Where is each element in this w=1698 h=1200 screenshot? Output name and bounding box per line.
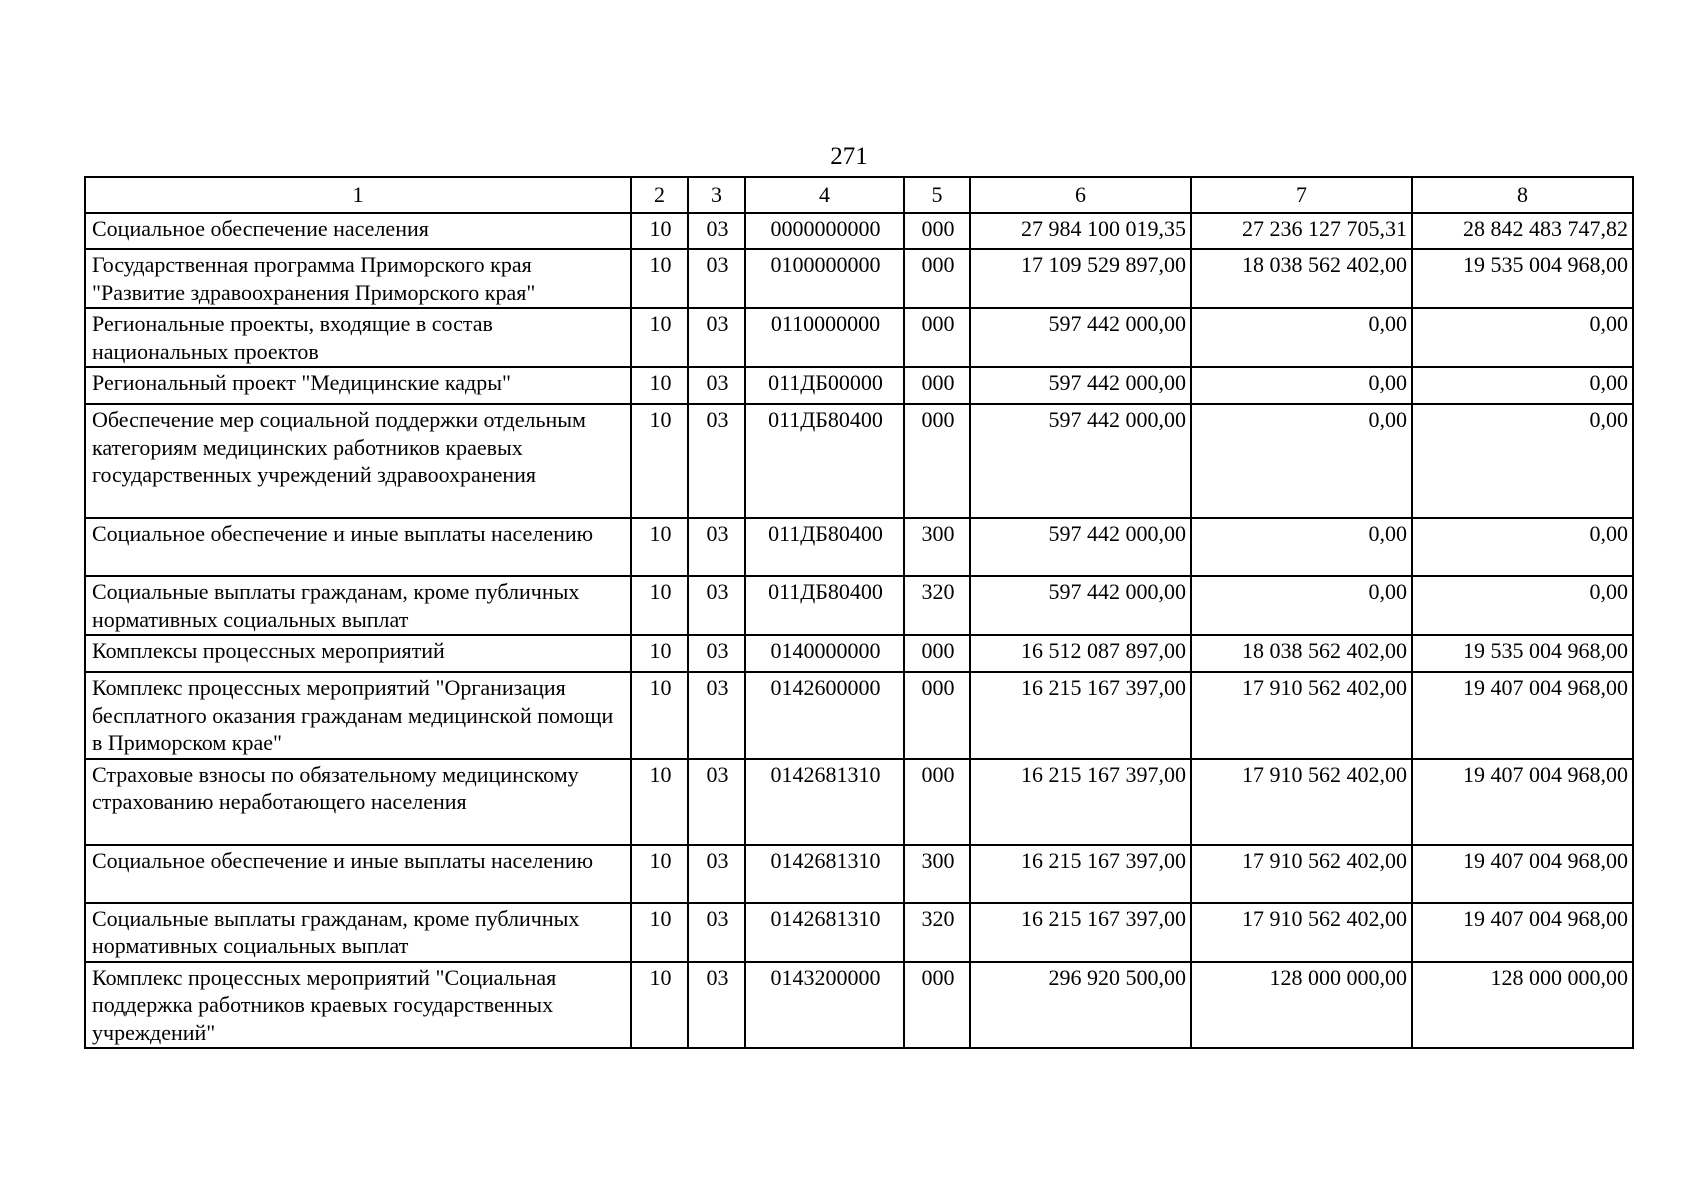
- header-cell-7: 7: [1191, 177, 1412, 213]
- row-subsection: 03: [688, 518, 745, 576]
- row-amount-col6: 597 442 000,00: [970, 404, 1191, 518]
- page-number: 271: [830, 143, 868, 170]
- row-target-code: 011ДБ80400: [745, 404, 904, 518]
- row-name: Комплекс процессных мероприятий "Организация бесплатного оказания гражданам медицинской помощи в Приморском крае": [85, 672, 631, 759]
- row-expense-type: 300: [904, 518, 970, 576]
- row-amount-col8: 19 535 004 968,00: [1412, 249, 1633, 308]
- row-name: Социальное обеспечение и иные выплаты населению: [85, 845, 631, 903]
- header-cell-2: 2: [631, 177, 688, 213]
- row-amount-col6: 16 215 167 397,00: [970, 903, 1191, 962]
- row-amount-col6: 16 215 167 397,00: [970, 845, 1191, 903]
- header-cell-8: 8: [1412, 177, 1633, 213]
- row-subsection: 03: [688, 367, 745, 404]
- row-name: Региональный проект "Медицинские кадры": [85, 367, 631, 404]
- row-section: 10: [631, 576, 688, 635]
- row-name: Комплекс процессных мероприятий "Социальная поддержка работников краевых государственных учреждений": [85, 962, 631, 1049]
- row-amount-col7: 27 236 127 705,31: [1191, 213, 1412, 249]
- header-row: [85, 177, 1633, 213]
- row-expense-type: 000: [904, 635, 970, 672]
- row-amount-col8: 0,00: [1412, 518, 1633, 576]
- row-subsection: 03: [688, 213, 745, 249]
- row-target-code: 0142681310: [745, 845, 904, 903]
- row-section: 10: [631, 367, 688, 404]
- row-name: Социальное обеспечение населения: [85, 213, 631, 249]
- row-target-code: 0142681310: [745, 903, 904, 962]
- row-amount-col6: 17 109 529 897,00: [970, 249, 1191, 308]
- row-amount-col8: 28 842 483 747,82: [1412, 213, 1633, 249]
- row-name: Социальное обеспечение и иные выплаты населению: [85, 518, 631, 576]
- table-row: [85, 576, 1633, 635]
- row-target-code: 0142600000: [745, 672, 904, 759]
- table-row: [85, 903, 1633, 962]
- row-amount-col6: 597 442 000,00: [970, 308, 1191, 367]
- header-cell-1: 1: [85, 177, 631, 213]
- row-target-code: 0000000000: [745, 213, 904, 249]
- row-target-code: 0143200000: [745, 962, 904, 1049]
- table-row: [85, 962, 1633, 1049]
- row-section: 10: [631, 213, 688, 249]
- row-name: Государственная программа Приморского края "Развитие здравоохранения Приморского края": [85, 249, 631, 308]
- table-row: [85, 213, 1633, 249]
- row-subsection: 03: [688, 249, 745, 308]
- row-subsection: 03: [688, 308, 745, 367]
- row-amount-col8: 19 407 004 968,00: [1412, 903, 1633, 962]
- row-amount-col6: 597 442 000,00: [970, 576, 1191, 635]
- row-expense-type: 000: [904, 962, 970, 1049]
- row-amount-col6: 16 215 167 397,00: [970, 759, 1191, 845]
- row-section: 10: [631, 308, 688, 367]
- table-row: [85, 518, 1633, 576]
- row-name: Комплексы процессных мероприятий: [85, 635, 631, 672]
- row-amount-col6: 27 984 100 019,35: [970, 213, 1191, 249]
- row-amount-col7: 17 910 562 402,00: [1191, 845, 1412, 903]
- row-expense-type: 000: [904, 404, 970, 518]
- row-amount-col8: 19 535 004 968,00: [1412, 635, 1633, 672]
- row-amount-col7: 17 910 562 402,00: [1191, 672, 1412, 759]
- row-name: Страховые взносы по обязательному медицинскому страхованию неработающего населения: [85, 759, 631, 845]
- row-section: 10: [631, 903, 688, 962]
- row-name: Социальные выплаты гражданам, кроме публичных нормативных социальных выплат: [85, 903, 631, 962]
- row-amount-col7: 18 038 562 402,00: [1191, 249, 1412, 308]
- table-row: [85, 635, 1633, 672]
- row-name: Социальные выплаты гражданам, кроме публичных нормативных социальных выплат: [85, 576, 631, 635]
- row-expense-type: 000: [904, 308, 970, 367]
- row-section: 10: [631, 759, 688, 845]
- row-amount-col6: 597 442 000,00: [970, 518, 1191, 576]
- row-target-code: 0110000000: [745, 308, 904, 367]
- row-target-code: 0140000000: [745, 635, 904, 672]
- row-amount-col8: 19 407 004 968,00: [1412, 672, 1633, 759]
- row-subsection: 03: [688, 672, 745, 759]
- row-section: 10: [631, 635, 688, 672]
- row-subsection: 03: [688, 845, 745, 903]
- row-amount-col8: 0,00: [1412, 576, 1633, 635]
- row-expense-type: 300: [904, 845, 970, 903]
- row-amount-col8: 19 407 004 968,00: [1412, 845, 1633, 903]
- table-row: [85, 845, 1633, 903]
- row-section: 10: [631, 249, 688, 308]
- row-expense-type: 000: [904, 759, 970, 845]
- row-subsection: 03: [688, 635, 745, 672]
- row-expense-type: 320: [904, 576, 970, 635]
- table-row: [85, 759, 1633, 845]
- row-amount-col6: 296 920 500,00: [970, 962, 1191, 1049]
- row-subsection: 03: [688, 759, 745, 845]
- header-cell-4: 4: [745, 177, 904, 213]
- row-amount-col7: 0,00: [1191, 518, 1412, 576]
- row-section: 10: [631, 962, 688, 1049]
- table-row: [85, 249, 1633, 308]
- row-amount-col6: 16 215 167 397,00: [970, 672, 1191, 759]
- header-cell-6: 6: [970, 177, 1191, 213]
- row-expense-type: 000: [904, 367, 970, 404]
- row-target-code: 0142681310: [745, 759, 904, 845]
- row-subsection: 03: [688, 404, 745, 518]
- row-amount-col7: 0,00: [1191, 367, 1412, 404]
- row-target-code: 011ДБ00000: [745, 367, 904, 404]
- header-cell-5: 5: [904, 177, 970, 213]
- table-row: [85, 367, 1633, 404]
- table-row: [85, 672, 1633, 759]
- row-name: Региональные проекты, входящие в состав национальных проектов: [85, 308, 631, 367]
- header-cell-3: 3: [688, 177, 745, 213]
- budget-table: [84, 176, 1634, 1049]
- row-amount-col7: 17 910 562 402,00: [1191, 759, 1412, 845]
- row-amount-col7: 0,00: [1191, 576, 1412, 635]
- table-row: [85, 404, 1633, 518]
- row-amount-col8: 128 000 000,00: [1412, 962, 1633, 1049]
- row-amount-col7: 18 038 562 402,00: [1191, 635, 1412, 672]
- row-name: Обеспечение мер социальной поддержки отдельным категориям медицинских работников краевых государственных учреждений здравоохранения: [85, 404, 631, 518]
- row-amount-col8: 19 407 004 968,00: [1412, 759, 1633, 845]
- row-subsection: 03: [688, 903, 745, 962]
- row-amount-col6: 597 442 000,00: [970, 367, 1191, 404]
- row-expense-type: 000: [904, 213, 970, 249]
- row-expense-type: 000: [904, 672, 970, 759]
- row-amount-col7: 0,00: [1191, 308, 1412, 367]
- row-target-code: 011ДБ80400: [745, 518, 904, 576]
- row-amount-col8: 0,00: [1412, 404, 1633, 518]
- row-amount-col8: 0,00: [1412, 367, 1633, 404]
- row-subsection: 03: [688, 962, 745, 1049]
- row-expense-type: 000: [904, 249, 970, 308]
- row-target-code: 011ДБ80400: [745, 576, 904, 635]
- row-amount-col8: 0,00: [1412, 308, 1633, 367]
- row-amount-col7: 128 000 000,00: [1191, 962, 1412, 1049]
- row-target-code: 0100000000: [745, 249, 904, 308]
- row-subsection: 03: [688, 576, 745, 635]
- row-section: 10: [631, 672, 688, 759]
- row-amount-col6: 16 512 087 897,00: [970, 635, 1191, 672]
- table-row: [85, 308, 1633, 367]
- row-amount-col7: 17 910 562 402,00: [1191, 903, 1412, 962]
- row-amount-col7: 0,00: [1191, 404, 1412, 518]
- row-section: 10: [631, 518, 688, 576]
- row-section: 10: [631, 845, 688, 903]
- row-expense-type: 320: [904, 903, 970, 962]
- row-section: 10: [631, 404, 688, 518]
